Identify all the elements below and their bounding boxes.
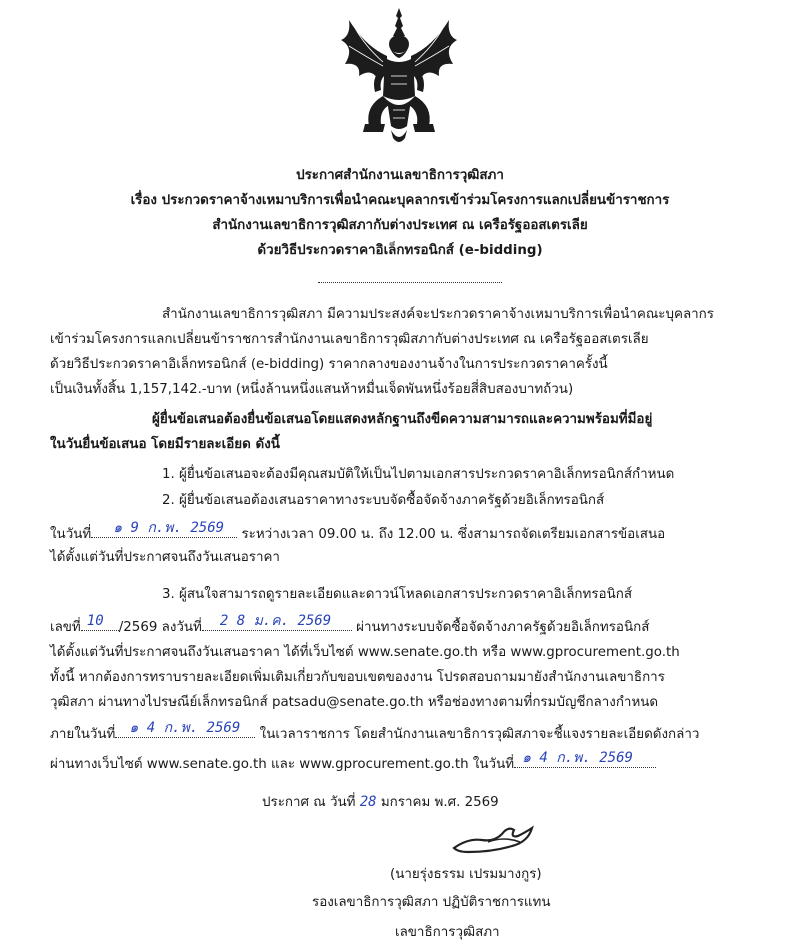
doc-system-text: ผ่านทางระบบจัดซื้อจัดจ้างภาครัฐด้วยอิเล็กทรอนิกส์ (356, 620, 650, 635)
inquiry-deadline-label: ภายในวันที่ (50, 727, 116, 742)
bid-time-text: ระหว่างเวลา 09.00 น. ถึง 12.00 น. ซึ่งสามารถจัดเตรียมเอกสารข้อเสนอ (241, 527, 666, 542)
requirement-line-1: ผู้ยื่นข้อเสนอต้องยื่นข้อเสนอโดยแสดงหลักฐานถึงขีดความสามารถและความพร้อมที่มีอยู่ (152, 412, 653, 427)
item-3-line-5: วุฒิสภา ผ่านทางไปรษณีย์เล็กทรอนิกส์ patsadu@senate.go.th หรือช่องทางตามที่กรมบัญชีกลางกำหนด (50, 695, 659, 710)
inquiry-deadline-handwritten: ๑ 4 ก.พ. 2569 (129, 720, 241, 736)
bid-date-label: ในวันที่ (50, 527, 92, 542)
announcement-date (262, 793, 499, 812)
doc-date-field (202, 613, 352, 631)
item-2-line-3: ได้ตั้งแต่วันที่ประกาศจนถึงวันเสนอราคา (50, 550, 280, 565)
doc-number-handwritten: 10 (86, 613, 104, 629)
garuda-emblem (335, 6, 463, 146)
signer-name: (นายรุ่งธรรม เปรมมางกูร) (390, 867, 542, 882)
subject-line-2: สำนักงานเลขาธิการวุฒิสภากับต่างประเทศ ณ เครือรัฐออสเตรเลีย (212, 218, 588, 233)
doc-number-field (81, 613, 119, 631)
requirement-line-2: ในวันยื่นข้อเสนอ โดยมีรายละเอียด ดังนี้ (50, 437, 280, 452)
announce-month-year: มกราคม พ.ศ. 2569 (380, 795, 499, 810)
subject-line-1: เรื่อง ประกวดราคาจ้างเหมาบริการเพื่อนำคณะบุคลากรเข้าร่วมโครงการแลกเปลี่ยนข้าราชการ (130, 193, 670, 208)
item-2-line-2 (50, 520, 666, 544)
doc-number-label: เลขที่ (50, 620, 81, 635)
signer-position-2: เลขาธิการวุฒิสภา (395, 925, 500, 940)
handwritten-signature (448, 812, 548, 856)
intro-line-2: เข้าร่วมโครงการแลกเปลี่ยนข้าราชการสำนักงานเลขาธิการวุฒิสภากับต่างประเทศ ณ เครือรัฐออสเตรเลีย (50, 332, 649, 347)
item-3-line-2 (50, 613, 650, 637)
inquiry-deadline-text: ในเวลาราชการ โดยสำนักงานเลขาธิการวุฒิสภาจะชี้แจงรายละเอียดดังกล่าว (259, 727, 700, 742)
doc-date-handwritten: 2 8 ม.ค. 2569 (219, 613, 332, 629)
signer-position-1: รองเลขาธิการวุฒิสภา ปฏิบัติราชการแทน (312, 895, 551, 910)
item-3-line-7 (50, 750, 656, 774)
item-3-line-3: ได้ตั้งแต่วันที่ประกาศจนถึงวันเสนอราคา ได้ที่เว็บไซต์ www.senate.go.th หรือ www.gprocurement.go.th (50, 645, 680, 660)
subject-line-3: ด้วยวิธีประกวดราคาอิเล็กทรอนิกส์ (e-bidding) (257, 243, 543, 258)
bid-date-handwritten: ๑ 9 ก.พ. 2569 (113, 520, 225, 536)
item-3-line-4: ทั้งนี้ หากต้องการทราบรายละเอียดเพิ่มเติมเกี่ยวกับขอบเขตของงาน โปรดสอบถามมายังสำนักงานเลขาธิการ (50, 670, 665, 685)
clarification-date-handwritten: ๑ 4 ก.พ. 2569 (522, 750, 633, 766)
doc-date-label: /2569 ลงวันที่ (118, 620, 202, 635)
intro-line-1: สำนักงานเลขาธิการวุฒิสภา มีความประสงค์จะประกวดราคาจ้างเหมาบริการเพื่อนำคณะบุคลากร (162, 307, 714, 322)
intro-line-3: ด้วยวิธีประกวดราคาอิเล็กทรอนิกส์ (e-bidding) ราคากลางของงานจ้างในการประกวดราคาครั้งนี้ (50, 357, 608, 372)
announce-day-handwritten: 28 (359, 794, 377, 810)
item-1: 1. ผู้ยื่นข้อเสนอจะต้องมีคุณสมบัติให้เป็นไปตามเอกสารประกวดราคาอิเล็กทรอนิกส์กำหนด (162, 467, 675, 482)
clarification-date-field (514, 750, 656, 768)
announce-date-label: ประกาศ ณ วันที่ (262, 795, 356, 810)
clarification-text: ผ่านทางเว็บไซต์ www.senate.go.th และ www.gprocurement.go.th ในวันที่ (50, 757, 515, 772)
bid-date-field (91, 520, 237, 538)
item-3-line-1: 3. ผู้สนใจสามารถดูรายละเอียดและดาวน์โหลดเอกสารประกวดราคาอิเล็กทรอนิกส์ (162, 587, 633, 602)
dotted-divider (318, 282, 502, 283)
intro-line-4: เป็นเงินทั้งสิ้น 1,157,142.-บาท (หนึ่งล้านหนึ่งแสนห้าหมื่นเจ็ดพันหนึ่งร้อยสี่สิบสองบาทถ้วน) (50, 382, 574, 397)
item-3-line-6 (50, 720, 700, 744)
inquiry-deadline-field (115, 720, 255, 738)
announcement-title: ประกาศสำนักงานเลขาธิการวุฒิสภา (296, 168, 504, 183)
item-2-line-1: 2. ผู้ยื่นข้อเสนอต้องเสนอราคาทางระบบจัดซื้อจัดจ้างภาครัฐด้วยอิเล็กทรอนิกส์ (162, 493, 605, 508)
